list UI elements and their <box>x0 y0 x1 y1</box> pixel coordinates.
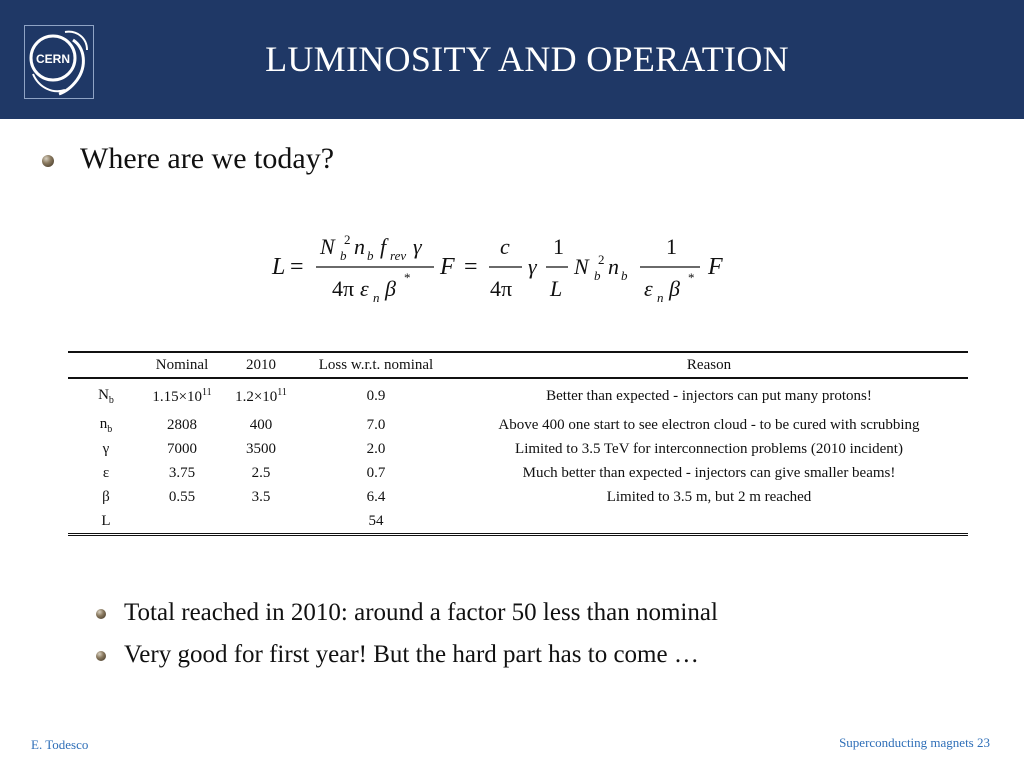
sub-bullet-list <box>96 596 718 680</box>
main-bullet-text: Where are we today? <box>80 142 335 175</box>
reason-cell: Above 400 one start to see electron cloud - to be cured with scrubbing <box>498 416 920 433</box>
parameters-table <box>68 351 968 536</box>
formula-token: c <box>500 234 510 259</box>
nominal-cell <box>144 509 220 535</box>
formula-token: 2 <box>344 232 351 247</box>
slide-title: LUMINOSITY AND OPERATION <box>265 39 789 79</box>
table-header-cell: Reason <box>686 356 732 373</box>
table-row <box>68 485 968 509</box>
formula-token: F <box>440 254 455 280</box>
reason-cell <box>450 509 968 535</box>
loss-cell: 0.9 <box>366 387 386 404</box>
formula-token: 2 <box>598 252 605 267</box>
param-cell: β <box>102 488 110 505</box>
formula-token: b <box>621 268 628 283</box>
reason-cell: Limited to 3.5 TeV for interconnection problems (2010 incident) <box>515 440 903 457</box>
reason-cell: Much better than expected - injectors can give smaller beams! <box>522 464 896 481</box>
table-header-row <box>68 352 968 378</box>
value-2010-cell: 3500 <box>246 440 276 457</box>
param-cell: ε <box>102 464 110 481</box>
nominal-cell: 3.75 <box>168 464 196 481</box>
nominal-cell: 2808 <box>167 416 197 433</box>
param-cell: L <box>101 512 111 529</box>
reason-cell: Better than expected - injectors can put many protons! <box>546 387 872 404</box>
bullet-icon <box>96 651 106 661</box>
value-2010-cell: $1.2\times 10^{11}$ <box>235 386 287 405</box>
loss-cell: 6.4 <box>366 488 386 505</box>
table-header-cell: Loss w.r.t. nominal <box>318 356 434 373</box>
formula-token: β <box>669 276 680 301</box>
cern-logo <box>24 25 94 99</box>
value-2010-cell: 3.5 <box>251 488 271 505</box>
formula-token: 4π <box>332 276 355 301</box>
value-2010-cell: 400 <box>249 416 273 433</box>
cern-logo-text: CERN <box>35 52 71 66</box>
table-row <box>68 378 968 413</box>
table-header-cell <box>68 352 144 378</box>
formula-token: γ <box>413 234 422 259</box>
formula-token: 1 <box>666 234 677 259</box>
value-2010-cell <box>220 509 302 535</box>
formula-token: γ <box>528 254 537 279</box>
list-item-text: Very good for first year! But the hard part has to come … <box>124 641 699 668</box>
formula-token: n <box>373 290 380 305</box>
footer-author: E. Todesco <box>31 737 89 752</box>
table-row <box>68 437 968 461</box>
table-row <box>68 413 968 437</box>
luminosity-formula <box>270 226 740 316</box>
nominal-cell: 7000 <box>167 440 197 457</box>
nominal-cell: $1.15\times 10^{11}$ <box>152 386 212 405</box>
formula-token: N <box>574 254 589 279</box>
table-header-cell: 2010 <box>246 356 276 373</box>
formula-token: N <box>320 234 335 259</box>
formula-token: * <box>404 270 411 285</box>
value-2010-cell: 2.5 <box>251 464 271 481</box>
formula-token: ε <box>360 276 369 301</box>
list-item <box>96 638 718 680</box>
loss-cell: 2.0 <box>366 440 386 457</box>
formula-token: * <box>688 270 695 285</box>
formula-token: F <box>708 254 723 280</box>
table-row <box>68 461 968 485</box>
formula-token: β <box>385 276 396 301</box>
formula-token: L <box>550 276 563 301</box>
formula-equals-1: = <box>290 254 304 280</box>
param-cell: $N_b$ <box>98 386 114 406</box>
formula-token: = <box>464 254 478 280</box>
table-header-cell: Nominal <box>155 356 209 373</box>
nominal-cell: 0.55 <box>168 488 196 505</box>
formula-token: n <box>354 234 365 259</box>
formula-token: rev <box>390 248 407 263</box>
table-row <box>68 509 968 535</box>
formula-token: b <box>594 268 601 283</box>
param-cell: γ <box>102 440 110 457</box>
slide-header <box>0 0 1024 119</box>
formula-token: b <box>340 248 347 263</box>
list-item-text: Total reached in 2010: around a factor 50 less than nominal <box>124 599 718 626</box>
formula-token: n <box>608 254 619 279</box>
formula-token: ε <box>644 276 653 301</box>
formula-lhs: L <box>272 254 286 280</box>
formula-token: 1 <box>553 234 564 259</box>
formula-token: f <box>380 234 387 259</box>
loss-cell: 0.7 <box>366 464 386 481</box>
param-cell: $n_b$ <box>99 415 113 435</box>
reason-cell: Limited to 3.5 m, but 2 m reached <box>606 488 812 505</box>
cern-logo-icon <box>25 26 93 98</box>
bullet-icon <box>96 609 106 619</box>
loss-cell: 7.0 <box>366 416 386 433</box>
formula-token: 4π <box>490 276 513 301</box>
formula-token: b <box>367 248 374 263</box>
footer-topic: Superconducting magnets 23 <box>839 735 990 750</box>
loss-cell: 54 <box>368 512 384 529</box>
list-item <box>96 596 718 638</box>
formula-token: n <box>657 290 664 305</box>
bullet-icon <box>42 155 54 167</box>
